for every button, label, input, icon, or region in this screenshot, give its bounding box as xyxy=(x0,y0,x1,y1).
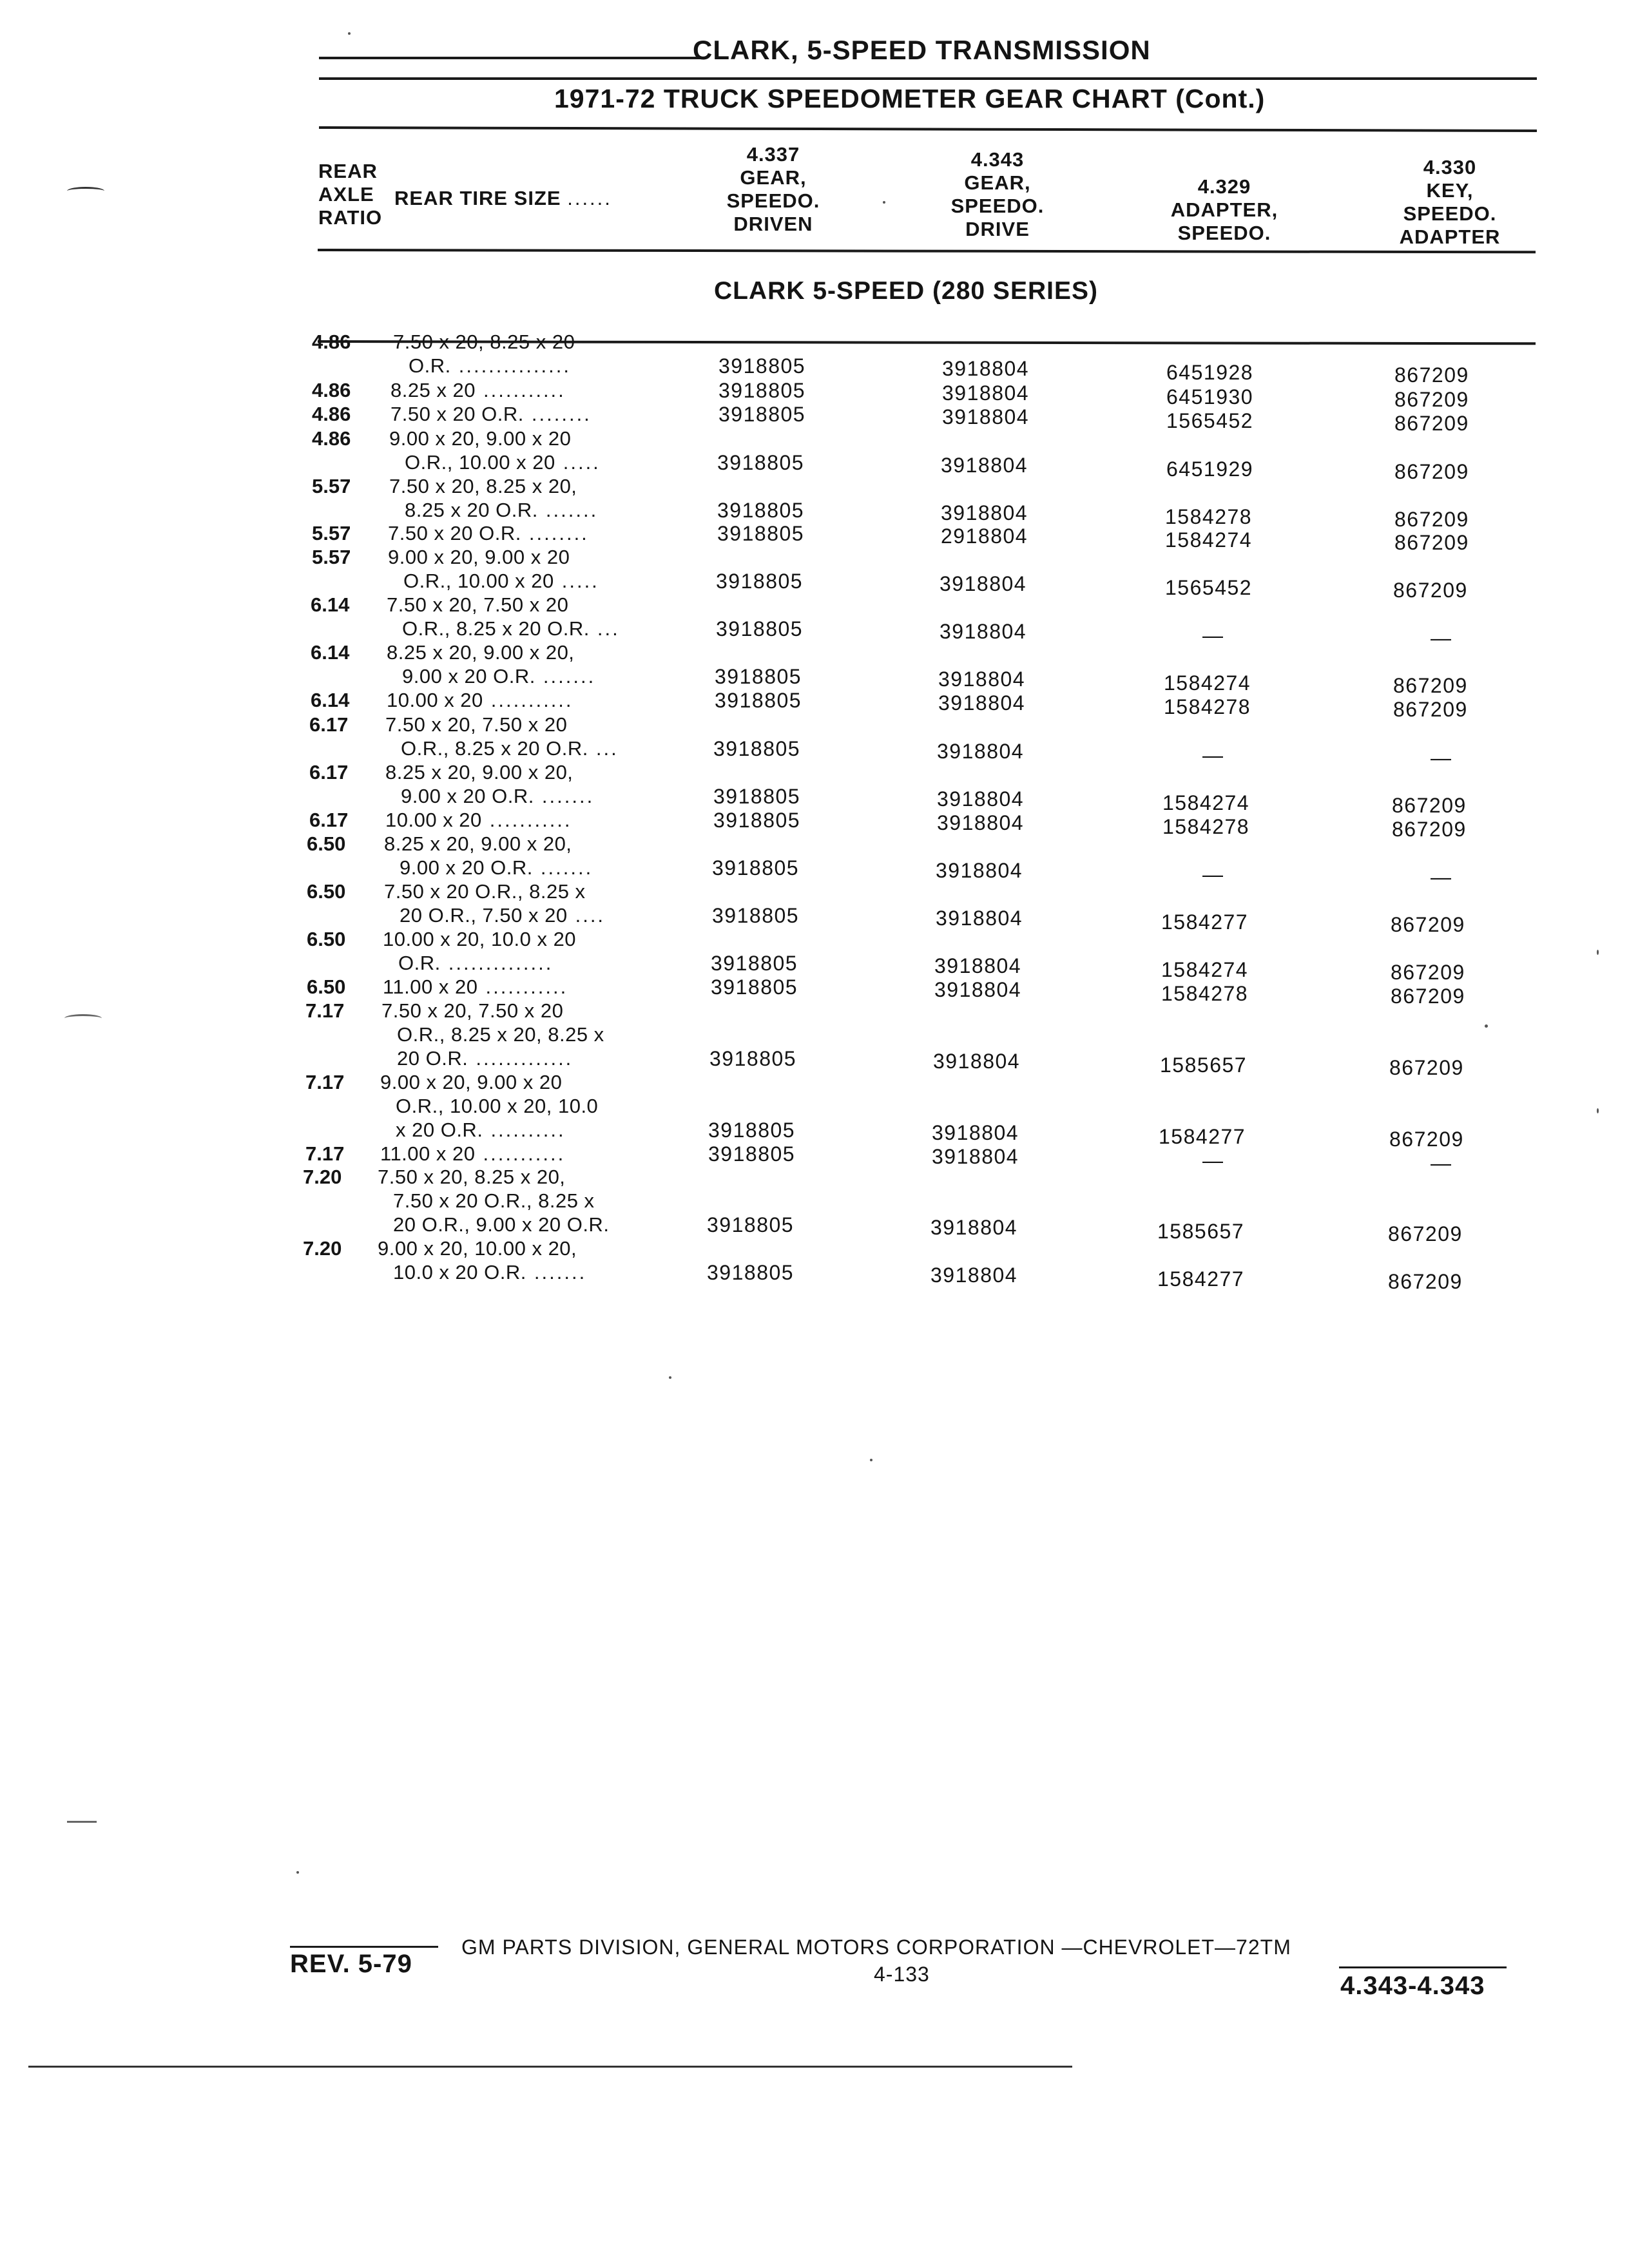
key-adapter-part: — xyxy=(1431,746,1451,769)
tire-size-line: O.R., 10.00 x 20 ..... xyxy=(403,570,599,592)
axle-ratio: 6.14 xyxy=(311,641,350,664)
driven-gear-part: 3918805 xyxy=(718,354,806,378)
axle-ratio: 6.17 xyxy=(309,761,349,783)
axle-ratio: 7.17 xyxy=(305,1142,345,1165)
drive-gear-part: 3918804 xyxy=(930,1264,1018,1287)
adapter-part: 1565452 xyxy=(1165,576,1253,599)
driven-gear-part: 3918805 xyxy=(713,809,801,832)
ratio-column-header xyxy=(318,160,382,229)
key-adapter-part: — xyxy=(1431,865,1451,889)
tire-size-line: 9.00 x 20 O.R. ....... xyxy=(401,785,595,807)
drive-gear-part: 3918804 xyxy=(933,1050,1021,1073)
key-adapter-part: 867209 xyxy=(1394,508,1469,531)
tire-size-line: 8.25 x 20 ........... xyxy=(390,379,566,401)
drive-gear-part: 3918804 xyxy=(937,787,1025,811)
subtitle-rule xyxy=(319,126,1537,132)
axle-ratio: 5.57 xyxy=(312,546,351,568)
driven-gear-part: 3918805 xyxy=(716,617,804,640)
driven-gear-part: 3918805 xyxy=(715,665,802,688)
tire-size-line: 7.50 x 20, 8.25 x 20, xyxy=(378,1166,566,1188)
scan-speck xyxy=(1485,1024,1488,1028)
tire-size-line: O.R. ............... xyxy=(409,354,571,377)
adapter-column-header: 4.329 ADAPTER, SPEEDO. xyxy=(1170,175,1278,244)
tire-size-line: 7.50 x 20 O.R., 8.25 x xyxy=(384,880,586,903)
key-adapter-part: 867209 xyxy=(1389,1128,1464,1151)
driven-gear-part: 3918805 xyxy=(711,952,798,975)
tire-size-line: 7.50 x 20 O.R., 8.25 x xyxy=(393,1189,595,1212)
tire-size-line: 11.00 x 20 ........... xyxy=(380,1142,566,1165)
adapter-part: 1584278 xyxy=(1161,982,1249,1005)
tire-size-line: 9.00 x 20, 10.00 x 20, xyxy=(378,1237,577,1260)
drive-gear-part: 3918804 xyxy=(938,691,1026,715)
revision-label: REV. 5-79 xyxy=(290,1950,412,1978)
tire-size-line: 7.50 x 20, 7.50 x 20 xyxy=(387,593,569,616)
driven-gear-part: 3918805 xyxy=(717,522,805,545)
key-adapter-part: 867209 xyxy=(1389,1056,1464,1079)
title-rule-full xyxy=(319,77,1537,80)
drive-gear-part: 3918804 xyxy=(932,1121,1019,1144)
adapter-part: 1565452 xyxy=(1166,409,1254,432)
driven-gear-part: 3918805 xyxy=(708,1119,796,1142)
driven-gear-part: 3918805 xyxy=(709,1047,797,1070)
adapter-part: 1585657 xyxy=(1160,1053,1248,1077)
tire-size-line: O.R., 8.25 x 20 O.R. ... xyxy=(402,617,620,640)
scan-speck xyxy=(883,201,885,204)
key-adapter-part: 867209 xyxy=(1394,388,1469,411)
axle-ratio: 7.20 xyxy=(303,1166,342,1188)
axle-ratio: 5.57 xyxy=(312,522,351,544)
axle-ratio: 4.86 xyxy=(312,379,351,401)
driven-gear-part: 3918805 xyxy=(718,403,806,426)
scan-speck xyxy=(348,32,351,35)
tire-size-line: O.R. .............. xyxy=(398,952,554,974)
tire-size-line: 20 O.R. ............. xyxy=(397,1047,574,1070)
key-adapter-part: 867209 xyxy=(1388,1270,1463,1293)
adapter-part: — xyxy=(1202,744,1223,767)
driven-gear-part: 3918805 xyxy=(715,689,802,712)
adapter-part: 1585657 xyxy=(1157,1220,1245,1243)
ratio-header-line: REAR xyxy=(318,160,378,182)
tire-size-line: 8.25 x 20, 9.00 x 20, xyxy=(385,761,574,783)
driven-gear-part: 3918805 xyxy=(707,1213,795,1236)
adapter-part: 1584274 xyxy=(1162,791,1250,814)
page-title: CLARK, 5-SPEED TRANSMISSION xyxy=(693,35,1151,65)
driven-gear-part: 3918805 xyxy=(718,379,806,402)
tire-size-line: 9.00 x 20, 9.00 x 20 xyxy=(388,546,570,568)
axle-ratio: 6.17 xyxy=(309,809,349,831)
adapter-part: 1584274 xyxy=(1165,528,1253,552)
key-adapter-part: 867209 xyxy=(1393,698,1468,721)
axle-ratio: 6.50 xyxy=(307,928,346,950)
axle-ratio: 5.57 xyxy=(312,475,351,497)
adapter-part: — xyxy=(1202,863,1223,886)
tire-size-line: 8.25 x 20 O.R. ....... xyxy=(405,499,599,521)
tire-size-line: 7.50 x 20, 7.50 x 20 xyxy=(381,999,564,1022)
drive-gear-part: 3918804 xyxy=(942,357,1030,380)
adapter-part: — xyxy=(1202,624,1223,647)
division-line: GM PARTS DIVISION, GENERAL MOTORS CORPORATION —CHEVROLET—72TM xyxy=(461,1936,1291,1959)
tire-size-line: 9.00 x 20 O.R. ....... xyxy=(402,665,596,687)
drive-gear-part: 3918804 xyxy=(940,572,1027,595)
adapter-part: 1584278 xyxy=(1164,695,1251,718)
footer-rule-right xyxy=(1339,1966,1507,1968)
axle-ratio: 6.17 xyxy=(309,713,349,736)
adapter-part: 1584277 xyxy=(1161,910,1249,934)
axle-ratio: 6.50 xyxy=(307,975,346,998)
axle-ratio: 6.50 xyxy=(307,832,346,855)
drive-gear-part: 3918804 xyxy=(936,859,1023,882)
key-adapter-part: 867209 xyxy=(1391,961,1465,984)
scan-speck xyxy=(870,1459,872,1461)
drive-gear-part: 2918804 xyxy=(941,524,1028,548)
binding-mark xyxy=(67,1821,97,1823)
driven-gear-part: 3918805 xyxy=(713,737,801,760)
tire-size-line: 20 O.R., 9.00 x 20 O.R. xyxy=(393,1213,610,1236)
adapter-part: 1584278 xyxy=(1165,505,1253,528)
key-adapter-part: 867209 xyxy=(1392,794,1467,817)
driven-gear-part: 3918805 xyxy=(711,975,798,999)
binding-mark xyxy=(67,187,104,195)
axle-ratio: 7.20 xyxy=(303,1237,342,1260)
adapter-part: 1584278 xyxy=(1162,815,1250,838)
tire-size-line: x 20 O.R. .......... xyxy=(396,1119,566,1141)
adapter-part: 1584277 xyxy=(1157,1267,1245,1291)
adapter-part: 1584277 xyxy=(1159,1125,1246,1148)
key-adapter-part: — xyxy=(1431,1151,1451,1175)
scan-speck xyxy=(669,1376,671,1379)
adapter-part: 6451928 xyxy=(1166,361,1254,384)
driven-gear-part: 3918805 xyxy=(713,785,801,808)
ratio-header-line: RATIO xyxy=(318,206,383,229)
adapter-part: 1584274 xyxy=(1161,958,1249,981)
driven-gear-column-header: 4.337 GEAR, SPEEDO. DRIVEN xyxy=(726,143,820,235)
drive-gear-column-header: 4.343 GEAR, SPEEDO. DRIVE xyxy=(950,148,1045,240)
axle-ratio: 6.50 xyxy=(307,880,346,903)
tire-size-line: 7.50 x 20, 8.25 x 20 xyxy=(393,331,575,353)
key-adapter-part: 867209 xyxy=(1392,818,1467,841)
drive-gear-part: 3918804 xyxy=(942,405,1030,428)
tire-size-line: 8.25 x 20, 9.00 x 20, xyxy=(384,832,572,855)
drive-gear-part: 3918804 xyxy=(941,454,1028,477)
key-adapter-part: — xyxy=(1431,626,1451,649)
tire-size-line: 9.00 x 20 O.R. ....... xyxy=(400,856,593,879)
section-reference: 4.343-4.343 xyxy=(1340,1972,1485,2000)
axle-ratio: 6.14 xyxy=(311,593,350,616)
drive-gear-part: 3918804 xyxy=(941,501,1028,524)
key-adapter-part: 867209 xyxy=(1388,1222,1463,1245)
driven-gear-part: 3918805 xyxy=(717,451,805,474)
drive-gear-part: 3918804 xyxy=(937,811,1025,834)
driven-gear-part: 3918805 xyxy=(716,570,804,593)
scan-speck xyxy=(1597,1108,1599,1113)
title-rule-left xyxy=(319,57,706,59)
tire-column-header: REAR TIRE SIZE ...... xyxy=(394,187,612,209)
driven-gear-part: 3918805 xyxy=(717,499,805,522)
key-adapter-part: 867209 xyxy=(1394,460,1469,483)
driven-gear-part: 3918805 xyxy=(712,856,800,879)
tire-size-line: 9.00 x 20, 9.00 x 20 xyxy=(380,1071,563,1093)
driven-gear-part: 3918805 xyxy=(707,1261,795,1284)
tire-size-line: O.R., 10.00 x 20, 10.0 xyxy=(396,1095,599,1117)
axle-ratio: 4.86 xyxy=(312,403,351,425)
adapter-part: 1584274 xyxy=(1164,671,1251,695)
binding-mark xyxy=(64,1014,102,1023)
driven-gear-part: 3918805 xyxy=(712,904,800,927)
drive-gear-part: 3918804 xyxy=(938,668,1026,691)
bottom-scan-rule xyxy=(28,2066,1072,2068)
key-adapter-part: 867209 xyxy=(1393,674,1468,697)
adapter-part: 6451929 xyxy=(1166,457,1254,481)
tire-size-line: 11.00 x 20 ........... xyxy=(383,975,568,998)
key-adapter-part: 867209 xyxy=(1391,985,1465,1008)
axle-ratio: 4.86 xyxy=(312,427,351,450)
key-adapter-part: 867209 xyxy=(1393,579,1468,602)
ratio-header-line: AXLE xyxy=(318,183,374,206)
tire-size-line: O.R., 10.00 x 20 ..... xyxy=(405,451,601,474)
axle-ratio: 6.14 xyxy=(311,689,350,711)
tire-size-line: 7.50 x 20 O.R. ........ xyxy=(388,522,589,544)
key-adapter-part: 867209 xyxy=(1391,913,1465,936)
drive-gear-part: 3918804 xyxy=(932,1145,1019,1168)
drive-gear-part: 3918804 xyxy=(934,954,1022,977)
key-adapter-part: 867209 xyxy=(1394,363,1469,387)
drive-gear-part: 3918804 xyxy=(942,381,1030,405)
axle-ratio: 7.17 xyxy=(305,999,345,1022)
tire-size-line: 10.0 x 20 O.R. ....... xyxy=(393,1261,587,1283)
tire-size-line: 10.00 x 20 ........... xyxy=(385,809,572,831)
drive-gear-part: 3918804 xyxy=(937,740,1025,763)
page-number: 4-133 xyxy=(874,1963,930,1986)
scan-speck xyxy=(296,1871,299,1874)
scan-speck xyxy=(1597,950,1599,955)
axle-ratio: 7.17 xyxy=(305,1071,345,1093)
tire-size-line: 7.50 x 20, 8.25 x 20, xyxy=(389,475,577,497)
footer-rule-left xyxy=(290,1946,438,1948)
axle-ratio: 4.86 xyxy=(312,331,351,353)
drive-gear-part: 3918804 xyxy=(936,907,1023,930)
tire-size-line: 20 O.R., 7.50 x 20 .... xyxy=(400,904,606,927)
drive-gear-part: 3918804 xyxy=(930,1216,1018,1239)
key-adapter-part: 867209 xyxy=(1394,412,1469,435)
tire-size-line: 7.50 x 20 O.R. ........ xyxy=(390,403,592,425)
adapter-part: — xyxy=(1202,1149,1223,1172)
adapter-part: 6451930 xyxy=(1166,385,1254,408)
key-adapter-column-header: 4.330 KEY, SPEEDO. ADAPTER xyxy=(1399,156,1501,248)
driven-gear-part: 3918805 xyxy=(708,1142,796,1166)
drive-gear-part: 3918804 xyxy=(934,978,1022,1001)
header-bottom-rule xyxy=(318,249,1536,253)
drive-gear-part: 3918804 xyxy=(940,620,1027,643)
tire-size-line: 10.00 x 20, 10.0 x 20 xyxy=(383,928,577,950)
tire-size-line: O.R., 8.25 x 20, 8.25 x xyxy=(397,1023,604,1046)
tire-size-line: 9.00 x 20, 9.00 x 20 xyxy=(389,427,572,450)
tire-size-line: 7.50 x 20, 7.50 x 20 xyxy=(385,713,568,736)
tire-size-line: 8.25 x 20, 9.00 x 20, xyxy=(387,641,575,664)
key-adapter-part: 867209 xyxy=(1394,531,1469,554)
section-title: CLARK 5-SPEED (280 SERIES) xyxy=(714,277,1098,305)
tire-size-line: 10.00 x 20 ........... xyxy=(387,689,574,711)
tire-size-line: O.R., 8.25 x 20 O.R. ... xyxy=(401,737,619,760)
chart-subtitle: 1971-72 TRUCK SPEEDOMETER GEAR CHART (Cont.) xyxy=(554,84,1266,113)
